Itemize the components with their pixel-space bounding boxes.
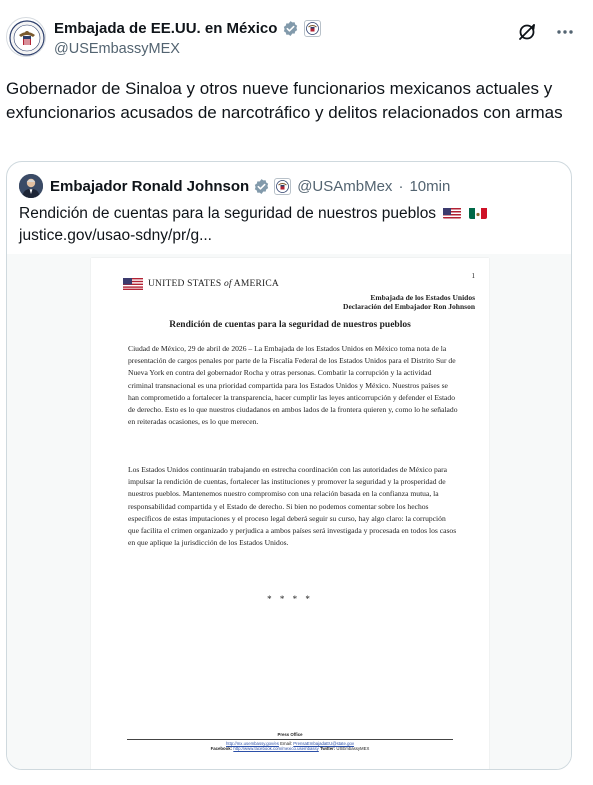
document-paragraph: Los Estados Unidos continuarán trabajando en estrecha coordinación con las autoridades de México para impulsar la rendición de cuentas, fortalecer las instituciones y promover la seguridad y la prosperidad de nuestros pueblos. Mantenemos nuestro compromiso con una relación basada en la confianza mutua, la responsabilidad compartida y el Estado de derecho. Si bien no podemos comentar sobre los hechos específicos de estas imputaciones y el proceso legal deberá seguir su curso, hay algo claro: la corrupción que facilita el crimen organizado y perjudica a ambos países será investigada y procesada en todos los casos en que aplique la jurisdicción de los Estados Unidos. bbox=[128, 465, 457, 548]
document-org: Embajada de los Estados Unidos Declaración del Embajador Ron Johnson bbox=[343, 293, 475, 311]
us-seal-icon bbox=[7, 18, 46, 57]
author-name[interactable]: Embajada de EE.UU. en México bbox=[54, 20, 278, 37]
separator-dot: · bbox=[398, 177, 404, 195]
page-number: 1 bbox=[471, 272, 475, 280]
us-logo bbox=[123, 278, 279, 290]
us-seal-icon[interactable] bbox=[304, 20, 321, 37]
author-handle[interactable]: @USEmbassyMEX bbox=[54, 41, 180, 57]
document-paragraph: Ciudad de México, 29 de abril de 2026 – La Embajada de los Estados Unidos en México toma nota de la presentación de cargos penales por parte de la Fiscalía Federal de los Estados Unidos para el Distrito Sur de Nueva York en contra del gobernador Rocha y otras personas. Combatir la corrupción y la actividad criminal transnacional es una prioridad compartida para los Estados Unidos y México. Nuestros países se han comprometido a fortalecer la transparencia, hacer cumplir las leyes anticorrupción y defender el Estado de derecho. Esto es lo que nuestros ciudadanos en ambos lados de la frontera quieren y, como lo he señalado en reiteradas ocasiones, es lo que merecen. bbox=[128, 344, 458, 427]
footer-rule bbox=[127, 739, 453, 740]
embassy-avatar[interactable] bbox=[6, 17, 46, 57]
quoted-author-handle[interactable]: @USAmbMex bbox=[297, 177, 393, 195]
quoted-author-name[interactable]: Embajador Ronald Johnson bbox=[50, 177, 250, 195]
top-actions bbox=[517, 22, 575, 42]
post-time[interactable]: 10min bbox=[409, 177, 451, 195]
gray-verified-check-icon[interactable] bbox=[282, 20, 299, 37]
document-title: Rendición de cuentas para la seguridad de nuestros pueblos bbox=[169, 320, 411, 330]
tweet-text: Gobernador de Sinaloa y otros nueve funcionarios mexicanos actuales y exfuncionarios acusados de narcotráfico y delitos relacionados con armas bbox=[6, 79, 563, 122]
quoted-link[interactable]: justice.gov/usao-sdny/pr/g... bbox=[19, 227, 212, 244]
quoted-post-header bbox=[19, 174, 450, 198]
quoted-post[interactable] bbox=[6, 161, 572, 770]
document-stars: * * * * bbox=[267, 594, 313, 604]
quoted-post-text bbox=[19, 203, 559, 247]
document-footer: Press Office http://mx.usembassy.gov/es Email: PrensaEmbajadaEU@state.gov Facebook: http://www.facebook.com/mexico.usembassy Twitter: USEmbassyMEX bbox=[210, 732, 370, 752]
quoted-text-line: Rendición de cuentas para la seguridad de nuestros pueblos bbox=[19, 205, 437, 222]
logo-text: UNITED STATES of AMERICA bbox=[148, 279, 279, 289]
gray-verified-check-icon[interactable] bbox=[253, 178, 270, 195]
mexico-flag-icon bbox=[469, 206, 487, 219]
press-release-document[interactable] bbox=[91, 258, 489, 770]
author-name-row bbox=[54, 20, 321, 37]
us-flag-icon bbox=[443, 206, 461, 219]
us-seal-icon[interactable] bbox=[274, 178, 291, 195]
more-icon[interactable] bbox=[555, 22, 575, 42]
ambassador-avatar[interactable] bbox=[19, 174, 43, 198]
us-flag-icon bbox=[123, 278, 143, 290]
grok-icon[interactable] bbox=[517, 22, 537, 42]
